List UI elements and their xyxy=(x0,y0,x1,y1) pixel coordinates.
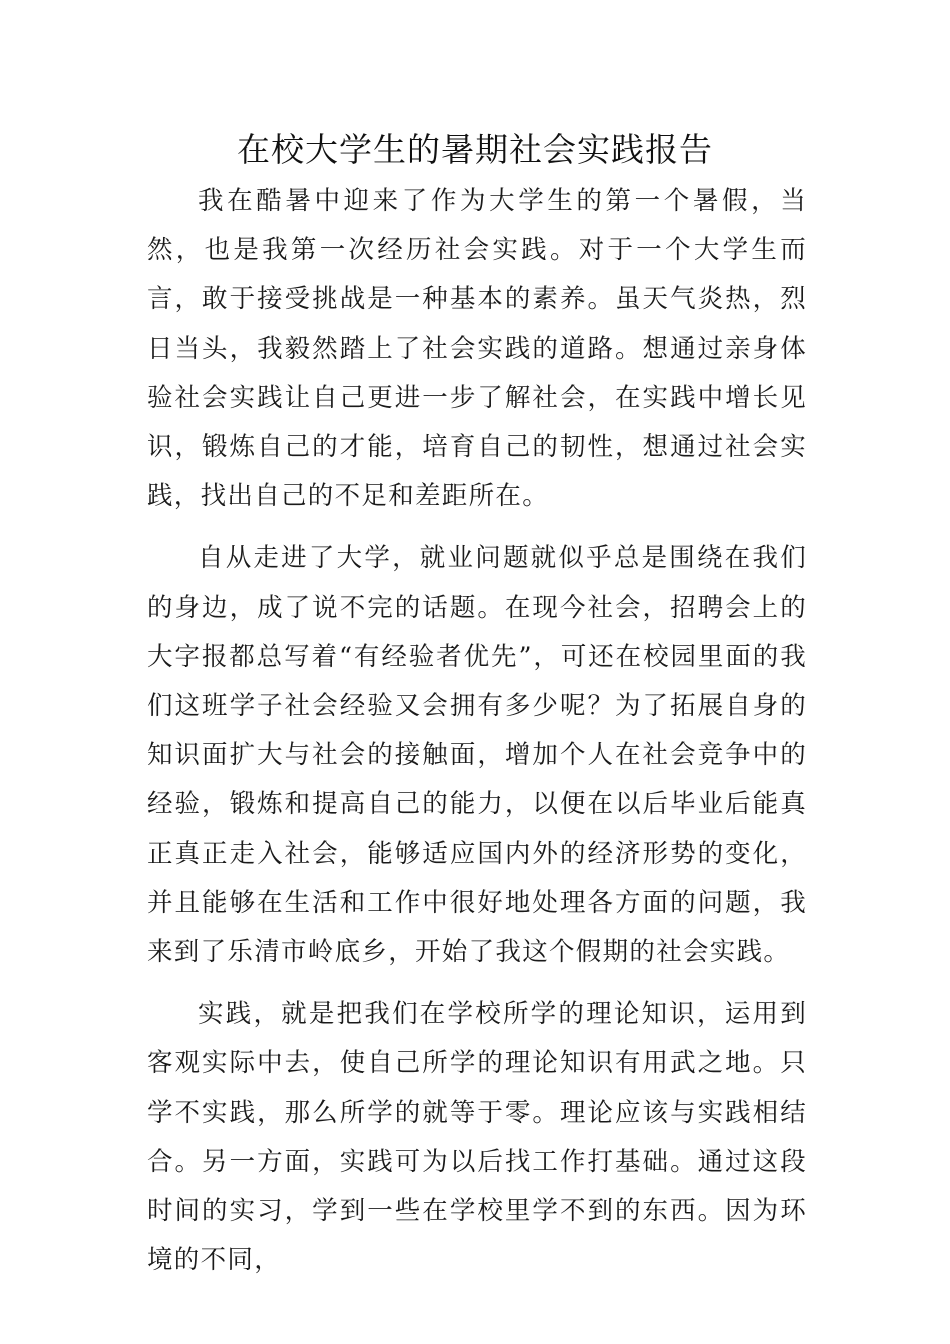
paragraph-1: 我在酷暑中迎来了作为大学生的第一个暑假，当然，也是我第一次经历社会实践。对于一个大学生而言，敢于接受挑战是一种基本的素养。虽天气炎热，烈日当头，我毅然踏上了社会实践的道路。想通过亲身体验社会实践让自己更进一步了解社会，在实践中增长见识，锻炼自己的才能，培育自己的韧性，想通过社会实践，找出自己的不足和差距所在。 xyxy=(147,186,807,512)
document-body xyxy=(147,177,807,1298)
paragraph-3: 实践，就是把我们在学校所学的理论知识，运用到客观实际中去，使自己所学的理论知识有用武之地。只学不实践，那么所学的就等于零。理论应该与实践相结合。另一方面，实践可为以后找工作打基础。通过这段时间的实习，学到一些在学校里学不到的东西。因为环境的不同， xyxy=(147,999,807,1276)
document-title: 在校大学生的暑期社会实践报告 xyxy=(237,130,713,169)
paragraph-2: 自从走进了大学，就业问题就似乎总是围绕在我们的身边，成了说不完的话题。在现今社会，招聘会上的大字报都总写着“有经验者优先”，可还在校园里面的我们这班学子社会经验又会拥有多少呢？为了拓展自身的知识面扩大与社会的接触面，增加个人在社会竞争中的经验，锻炼和提高自己的能力，以便在以后毕业后能真正真正走入社会，能够适应国内外的经济形势的变化，并且能够在生活和工作中很好地处理各方面的问题，我来到了乐清市岭底乡，开始了我这个假期的社会实践。 xyxy=(147,543,807,968)
